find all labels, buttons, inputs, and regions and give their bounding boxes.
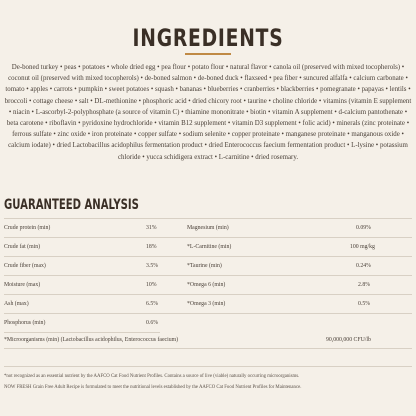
footnote: *not recognized as an essential nutrient by the AAFCO Cat Food Nutrient Profiles. Contains a source of live (viable) naturally occurring microorganisms. [4, 374, 300, 379]
nutrient-label: Phosphorus (min) [4, 320, 46, 326]
table-divider [4, 348, 412, 349]
nutrient-label: *Omega 6 (min) [187, 282, 226, 288]
nutrient-label: Moisture (max) [4, 282, 41, 288]
table-divider [4, 332, 160, 333]
nutrient-value: 6.5% [146, 301, 159, 307]
aafco-statement: NOW FRESH Grain Free Adult Recipe is formulated to meet the nutritional levels established by the AAFCO Cat Food Nutrient Profiles for Maintenance. [4, 385, 302, 390]
ingredients-title: INGREDIENTS [132, 24, 284, 52]
ingredients-text: De-boned turkey • peas • potatoes • whole dried egg • pea flour • potato flour • natural flavor • canola oil (preserved with mixed tocopherols) • coconut oil (preserved with mixed tocopherols) • de-boned salmon • de-boned duck • flaxseed • pea fiber • suncured alfalfa • calcium carbonate • tomato • apples • carrots • pumpkin • sweet potatoes • squash • bananas • blueberries • cranberries • blackberries • pomegranate • papayas • lentils • broccoli • cottage cheese • salt • DL-methionine • phosphoric acid • dried chicory root • taurine • choline chloride • vitamins (vitamin E supplement • niacin • L-ascorbyl-2-polyphosphate (a source of vitamin C) • thiamine mononitrate • biotin • vitamin A supplement • d-calcium pantothenate • beta carotene • riboflavin • pyridoxine hydrochloride • vitamin B12 supplement • vitamin D3 supplement • folic acid) • minerals (zinc proteinate • ferrous sulfate • zinc oxide • iron proteinate • copper sulfate • sodium selenite • copper proteinate • manganese proteinate • manganous oxide • calcium iodate) • dried Lactobacillus acidophilus fermentation product • dried Enterococcus faecium fermentation product • L-lysine • potassium chloride • yucca schidigera extract • L-carnitine • dried rosemary. [4, 64, 412, 161]
table-divider [4, 366, 412, 367]
table-divider [4, 218, 412, 219]
table-divider [4, 275, 412, 276]
table-divider [4, 256, 412, 257]
nutrient-value: 2.8% [358, 282, 371, 288]
nutrient-label: *L-Carnitine (min) [187, 244, 232, 250]
nutrient-label: Crude fat (min) [4, 244, 41, 250]
nutrient-label: *Microorganisms (min) (Lactobacillus acidophilus, Enterococcus faecium) [4, 337, 179, 343]
nutrient-value: 0.09% [356, 225, 371, 231]
nutrient-label: Magnesium (min) [187, 225, 229, 231]
nutrient-label: Ash (max) [4, 301, 29, 307]
nutrient-value: 10% [146, 282, 157, 288]
nutrient-value: 18% [146, 244, 157, 250]
nutrient-value: 31% [146, 225, 157, 231]
nutrient-label: *Taurine (min) [187, 263, 222, 269]
table-divider [4, 294, 412, 295]
title-accent-rule [185, 53, 231, 55]
table-divider [4, 313, 412, 314]
guaranteed-analysis-title: GUARANTEED ANALYSIS [4, 197, 139, 213]
nutrient-label: *Omega 3 (min) [187, 301, 226, 307]
table-divider [4, 237, 412, 238]
nutrient-label: Crude protein (min) [4, 225, 51, 231]
nutrient-value: 3.5% [146, 263, 159, 269]
nutrient-value: 90,000,000 CFU/lb [326, 337, 371, 343]
nutrient-value: 0.6% [146, 320, 159, 326]
nutrient-label: Crude fiber (max) [4, 263, 46, 269]
nutrient-value: 0.24% [356, 263, 371, 269]
nutrient-value: 100 mg/kg [350, 244, 375, 250]
nutrient-value: 0.5% [358, 301, 371, 307]
